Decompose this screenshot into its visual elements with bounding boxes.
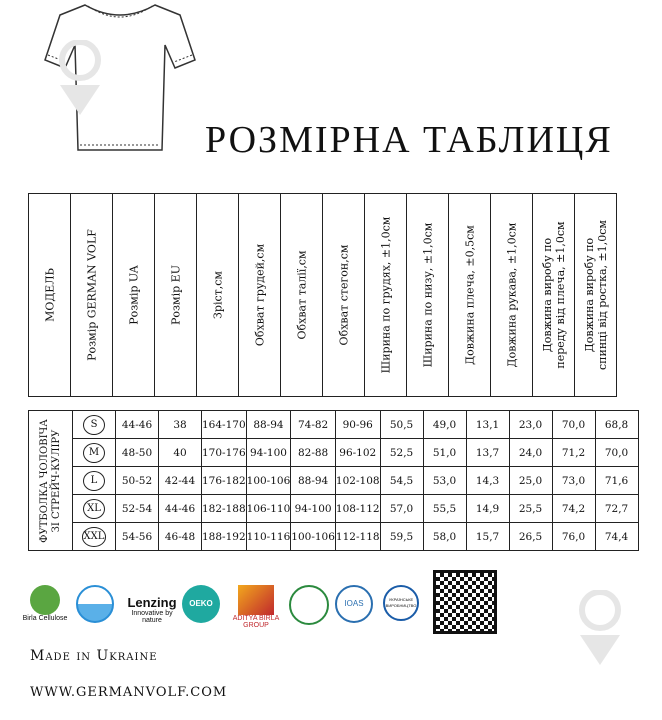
table-cell — [380, 411, 423, 439]
cell-value: 46-48 — [164, 530, 196, 543]
table-cell — [335, 523, 380, 551]
table-cell — [423, 495, 466, 523]
cell-value: 74,2 — [561, 502, 586, 515]
aditya-birla-logo: ADITYA BIRLA GROUP — [228, 585, 284, 629]
cell-value: 50,5 — [389, 418, 414, 431]
table-cell — [335, 467, 380, 495]
table-row — [29, 523, 639, 551]
cell-value: 106-110 — [246, 502, 291, 515]
page-title: РОЗМІРНА ТАБЛИЦЯ — [205, 119, 613, 161]
header-cell — [533, 194, 575, 397]
header-cell — [323, 194, 365, 397]
watermark-icon — [575, 590, 625, 670]
cell-value: 58,0 — [432, 530, 457, 543]
table-cell — [552, 411, 595, 439]
table-cell — [380, 439, 423, 467]
cell-value: 112-118 — [335, 530, 380, 543]
cell-value: 13,7 — [475, 446, 500, 459]
cell-value: 110-116 — [246, 530, 291, 543]
table-cell — [595, 523, 638, 551]
cell-value: 57,0 — [389, 502, 414, 515]
table-cell — [73, 495, 116, 523]
cell-value: 70,0 — [604, 446, 629, 459]
oeko-tex-logo: OEKO TEX — [182, 585, 224, 629]
qr-code — [433, 570, 497, 634]
cell-value: 25,5 — [518, 502, 543, 515]
cell-value: 76,0 — [561, 530, 586, 543]
cell-value: 59,5 — [389, 530, 414, 543]
cell-value: 14,3 — [475, 474, 500, 487]
cell-value: 44-46 — [121, 418, 153, 431]
cell-value: 13,1 — [475, 418, 500, 431]
table-cell — [202, 523, 247, 551]
table-row — [29, 467, 639, 495]
cell-value: 40 — [173, 446, 187, 459]
table-cell — [202, 495, 247, 523]
header-cell — [449, 194, 491, 397]
table-cell — [595, 411, 638, 439]
table-cell — [202, 411, 247, 439]
table-cell — [291, 439, 336, 467]
header-label: Довжина плеча, ±0,5см — [463, 225, 476, 365]
cell-value: 26,5 — [518, 530, 543, 543]
certified-logo — [72, 585, 118, 629]
header-label: Розмір EU — [169, 265, 182, 325]
header-cell — [239, 194, 281, 397]
table-cell — [509, 439, 552, 467]
cell-value: 102-108 — [335, 474, 380, 487]
cell-value: 96-102 — [339, 446, 377, 459]
table-cell — [335, 411, 380, 439]
cell-value: 188-192 — [202, 530, 246, 543]
table-cell — [466, 523, 509, 551]
size-badge: S — [83, 415, 105, 435]
cell-value: 68,8 — [604, 418, 629, 431]
cell-value: 52-54 — [121, 502, 153, 515]
cell-value: 90-96 — [342, 418, 373, 431]
header-label: Обхват грудей,см — [253, 243, 266, 347]
cell-value: 73,0 — [561, 474, 586, 487]
table-cell — [159, 523, 202, 551]
table-cell — [595, 495, 638, 523]
header-cell — [197, 194, 239, 397]
table-cell — [291, 467, 336, 495]
model-cell — [29, 411, 73, 551]
cell-value: 94-100 — [294, 502, 332, 515]
cell-value: 108-112 — [335, 502, 380, 515]
cell-value: 23,0 — [518, 418, 543, 431]
header-label: Розмір UA — [127, 265, 140, 325]
table-cell — [116, 495, 159, 523]
cell-value: 71,6 — [604, 474, 629, 487]
size-table — [28, 410, 639, 551]
cell-value: 88-94 — [253, 418, 284, 431]
size-badge: XXL — [82, 527, 107, 547]
cell-value: 170-176 — [202, 446, 246, 459]
table-cell — [423, 523, 466, 551]
table-cell — [246, 495, 291, 523]
header-label: Зріст,см — [211, 271, 224, 319]
cell-value: 51,0 — [432, 446, 457, 459]
header-cell — [29, 194, 71, 397]
table-cell — [246, 523, 291, 551]
header-cell — [365, 194, 407, 397]
table-cell — [246, 439, 291, 467]
table-cell — [466, 439, 509, 467]
table-cell — [466, 411, 509, 439]
table-cell — [73, 439, 116, 467]
table-cell — [73, 411, 116, 439]
table-cell — [159, 495, 202, 523]
table-cell — [246, 411, 291, 439]
cell-value: 55,5 — [432, 502, 457, 515]
website-label: WWW.GERMANVOLF.COM — [30, 685, 228, 700]
cell-value: 14,9 — [475, 502, 500, 515]
watermark-icon — [55, 40, 105, 120]
table-cell — [291, 495, 336, 523]
table-cell — [595, 439, 638, 467]
table-cell — [509, 523, 552, 551]
table-cell — [202, 439, 247, 467]
cell-value: 53,0 — [432, 474, 457, 487]
cell-value: 25,0 — [518, 474, 543, 487]
cell-value: 94-100 — [249, 446, 287, 459]
cell-value: 74,4 — [604, 530, 629, 543]
header-cell — [155, 194, 197, 397]
cell-value: 88-94 — [297, 474, 329, 487]
table-cell — [116, 523, 159, 551]
header-label: Довжина виробу по переду від плеча, ±1,0см — [540, 221, 567, 369]
header-label: Обхват стегон,см — [337, 244, 350, 346]
table-cell — [116, 439, 159, 467]
table-cell — [509, 495, 552, 523]
table-cell — [202, 467, 247, 495]
header-label: МОДЕЛЬ — [43, 268, 56, 322]
cell-value: 72,7 — [604, 502, 629, 515]
table-header — [28, 193, 617, 397]
model-label: ФУТБОЛКА ЧОЛОВІЧА ЗІ СТРЕЙЧ-КУЛІРУ — [38, 418, 62, 543]
table-cell — [552, 523, 595, 551]
table-cell — [552, 495, 595, 523]
cell-value: 54-56 — [121, 530, 153, 543]
table-cell — [73, 467, 116, 495]
table-cell — [159, 439, 202, 467]
cell-value: 49,0 — [432, 418, 457, 431]
cell-value: 100-106 — [291, 530, 335, 543]
cell-value: 38 — [173, 418, 187, 431]
table-cell — [116, 411, 159, 439]
table-cell — [423, 467, 466, 495]
cell-value: 164-170 — [202, 418, 246, 431]
table-cell — [291, 411, 336, 439]
table-cell — [595, 467, 638, 495]
table-row — [29, 495, 639, 523]
table-cell — [466, 467, 509, 495]
cell-value: 70,0 — [561, 418, 586, 431]
ioas-logo: IOAS — [334, 585, 374, 629]
header-cell — [575, 194, 617, 397]
cell-value: 182-188 — [202, 502, 246, 515]
cell-value: 176-182 — [202, 474, 246, 487]
header-cell — [491, 194, 533, 397]
table-cell — [159, 467, 202, 495]
ukrainian-made-logo: УКРАЇНСЬКЕ ВИРОБНИЦТВО — [380, 585, 422, 629]
cell-value: 82-88 — [297, 446, 329, 459]
cell-value: 54,5 — [389, 474, 414, 487]
table-cell — [291, 523, 336, 551]
cell-value: 52,5 — [389, 446, 414, 459]
header-label: Обхват талії,см — [295, 250, 308, 340]
cell-value: 50-52 — [121, 474, 153, 487]
table-cell — [423, 439, 466, 467]
cell-value: 48-50 — [121, 446, 153, 459]
table-cell — [380, 523, 423, 551]
header-label: Ширина по грудях, ±1,0см — [379, 216, 392, 374]
header-label: Довжина рукава, ±1,0см — [505, 222, 518, 368]
table-cell — [509, 467, 552, 495]
table-cell — [466, 495, 509, 523]
table-cell — [552, 467, 595, 495]
cell-value: 100-106 — [246, 474, 291, 487]
cell-value: 44-46 — [164, 502, 196, 515]
table-row — [29, 411, 639, 439]
table-row — [29, 439, 639, 467]
table-cell — [246, 467, 291, 495]
header-cell — [281, 194, 323, 397]
cell-value: 15,7 — [475, 530, 500, 543]
table-cell — [380, 495, 423, 523]
table-cell — [423, 411, 466, 439]
size-badge: M — [83, 443, 105, 463]
table-cell — [335, 495, 380, 523]
gots-logo — [288, 585, 330, 629]
table-cell — [159, 411, 202, 439]
size-badge: XL — [83, 499, 105, 519]
table-cell — [116, 467, 159, 495]
header-cell — [113, 194, 155, 397]
header-label: Довжина виробу по спинці від ростка, ±1,0см — [582, 220, 609, 370]
table-cell — [380, 467, 423, 495]
cell-value: 24,0 — [518, 446, 543, 459]
table-cell — [552, 439, 595, 467]
header-cell — [407, 194, 449, 397]
cell-value: 71,2 — [561, 446, 586, 459]
table-cell — [73, 523, 116, 551]
table-cell — [509, 411, 552, 439]
header-label: Ширина по низу, ±1,0см — [421, 222, 434, 368]
size-badge: L — [83, 471, 105, 491]
header-cell — [71, 194, 113, 397]
header-label: Розмір GERMAN VOLF — [85, 229, 98, 361]
made-in-label: Made in Ukraine — [30, 648, 158, 664]
cell-value: 74-82 — [297, 418, 329, 431]
cell-value: 42-44 — [164, 474, 196, 487]
birla-cellulose-logo: Birla Cellulose — [22, 585, 68, 629]
lenzing-logo: Lenzing Innovative by nature — [127, 595, 177, 624]
table-cell — [335, 439, 380, 467]
